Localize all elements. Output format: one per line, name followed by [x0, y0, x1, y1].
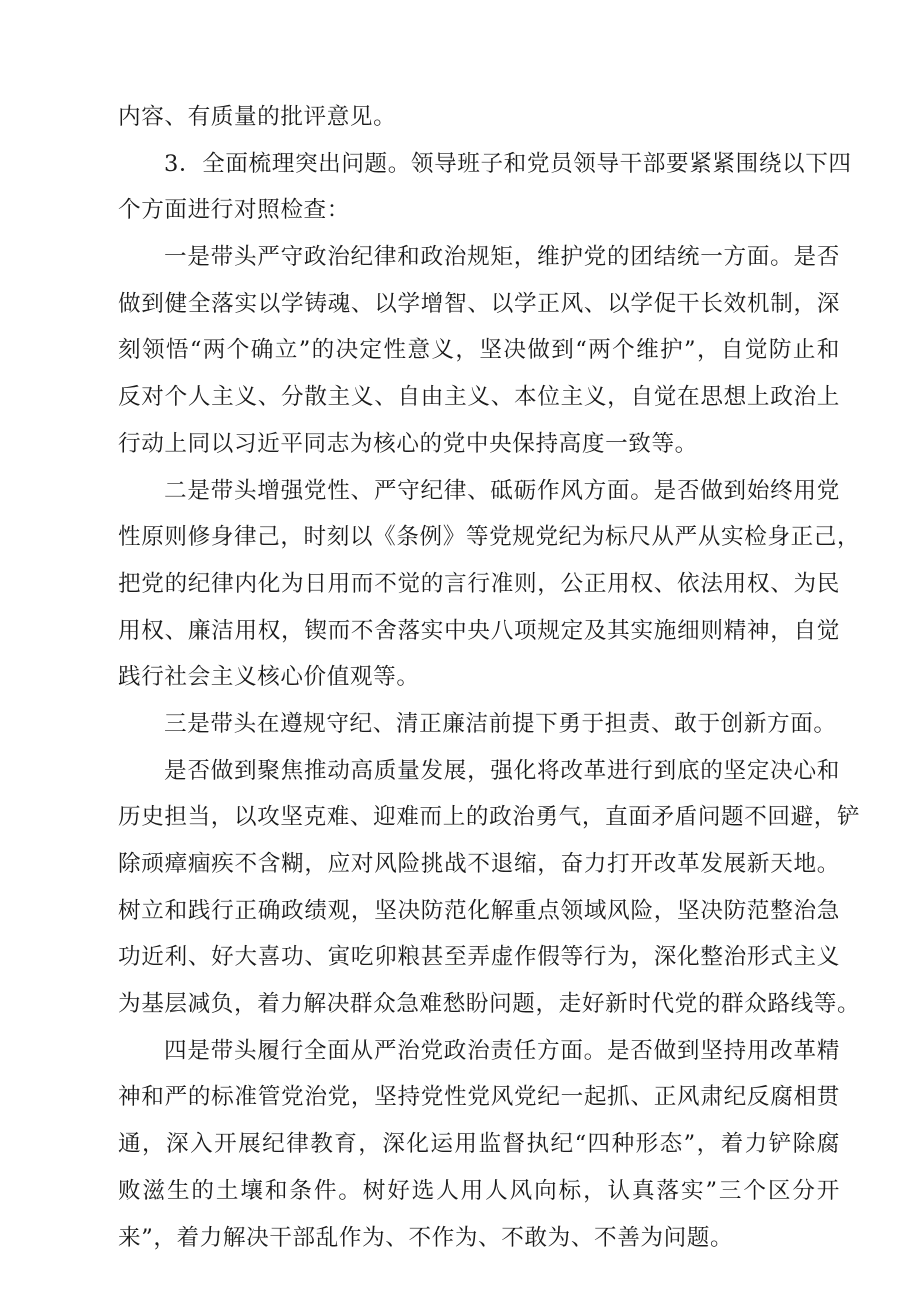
text-line: 四是带头履行全面从严治党政治责任方面。是否做到坚持用改革精 — [164, 1037, 840, 1064]
text-line: 二是带头增强党性、严守纪律、砥砺作风方面。是否做到始终用党 — [164, 477, 840, 504]
text-line: 为基层减负，着力解决群众急难愁盼问题，走好新时代党的群众路线等。 — [118, 991, 861, 1018]
text-line: 败滋生的土壤和条件。树好选人用人风向标，认真落实”三个区分开 — [118, 1177, 840, 1204]
text-line: 神和严的标准管党治党，坚持党性党风党纪一起抓、正风肃纪反腐相贯 — [118, 1084, 840, 1111]
text-line: 历史担当，以攻坚克难、迎难而上的政治勇气，直面矛盾问题不回避，铲 — [118, 804, 861, 831]
text-line: 把党的纪律内化为日用而不觉的言行准则，公正用权、依法用权、为民 — [118, 570, 840, 597]
text-line: 树立和践行正确政绩观，坚决防范化解重点领域风险，坚决防范整治急 — [118, 897, 840, 924]
document-body — [118, 94, 861, 1261]
text-line: 反对个人主义、分散主义、自由主义、本位主义，自觉在思想上政治上 — [118, 384, 840, 411]
text-line: 功近利、好大喜功、寅吃卯粮甚至弄虚作假等行为，深化整治形式主义 — [118, 944, 840, 971]
text-line: 通，深入开展纪律教育，深化运用监督执纪“四种形态”，着力铲除腐 — [118, 1131, 840, 1158]
text-line: 行动上同以习近平同志为核心的党中央保持高度一致等。 — [118, 430, 698, 457]
text-line: 一是带头严守政治纪律和政治规矩，维护党的团结统一方面。是否 — [164, 244, 840, 271]
text-line: 做到健全落实以学铸魂、以学增智、以学正风、以学促干长效机制，深 — [118, 290, 840, 317]
text-line: 来”，着力解决干部乱作为、不作为、不敢为、不善为问题。 — [118, 1224, 734, 1251]
text-line: 用权、廉洁用权，锲而不舍落实中央八项规定及其实施细则精神，自觉 — [118, 617, 840, 644]
text-line: 三是带头在遵规守纪、清正廉洁前提下勇于担责、敢于创新方面。 — [164, 710, 837, 737]
text-line: 是否做到聚焦推动高质量发展，强化将改革进行到底的坚定决心和 — [164, 757, 840, 784]
text-line: 刻领悟“两个确立”的决定性意义，坚决做到“两个维护”，自觉防止和 — [118, 337, 840, 364]
text-line: 性原则修身律己，时刻以《条例》等党规党纪为标尺从严从实检身正己， — [118, 524, 861, 551]
text-line: 除顽瘴痼疾不含糊，应对风险挑战不退缩，奋力打开改革发展新天地。 — [118, 851, 840, 877]
text-line: 践行社会主义核心价值观等。 — [118, 664, 420, 691]
text-line: 个方面进行对照检查： — [118, 197, 350, 224]
text-line: 内容、有质量的批评意见。 — [118, 104, 397, 130]
text-line: 3．全面梳理突出问题。领导班子和党员领导干部要紧紧围绕以下四 — [164, 150, 852, 177]
